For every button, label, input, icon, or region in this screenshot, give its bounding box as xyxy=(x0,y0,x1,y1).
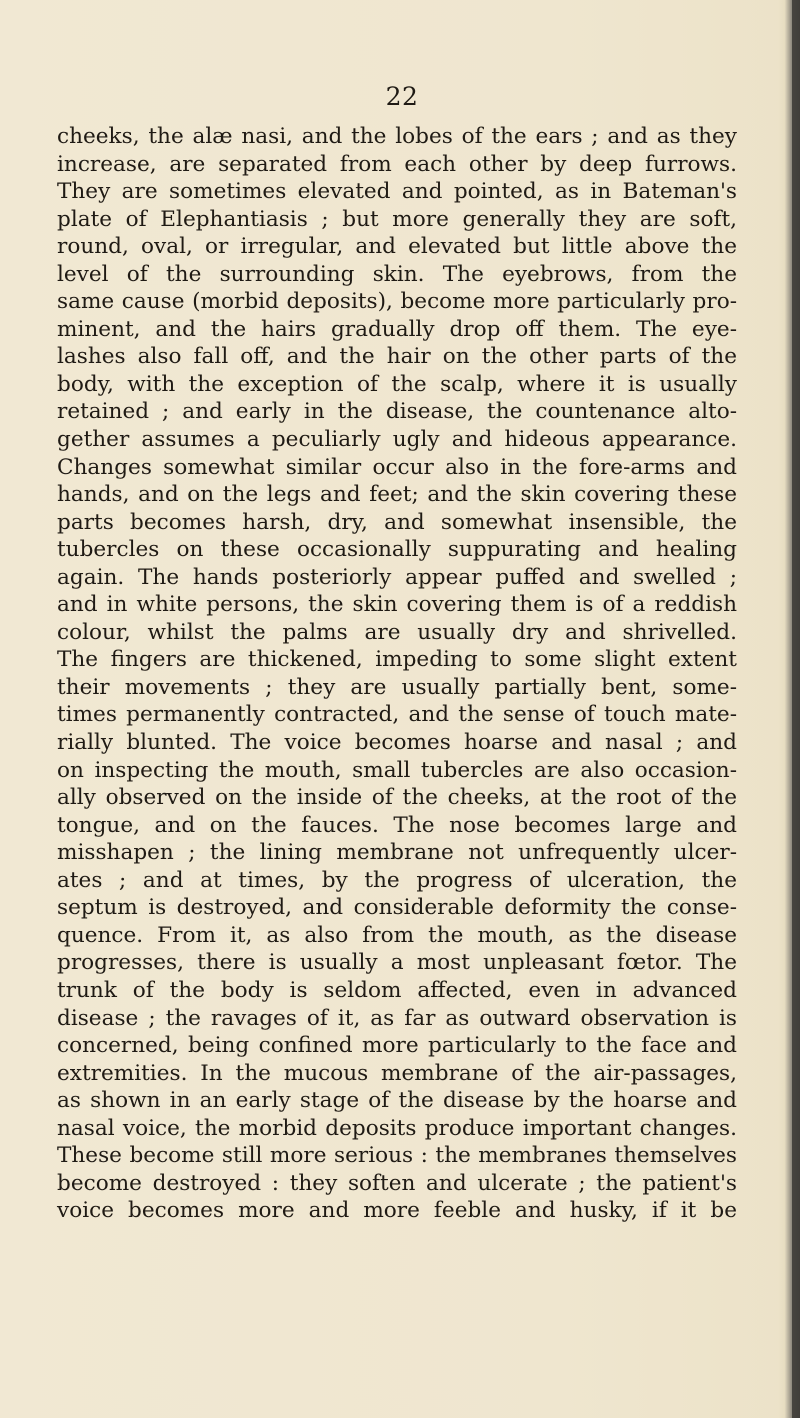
text-line: disease ; the ravages of it, as far as outward observation is xyxy=(57,1005,737,1031)
text-line: on inspecting the mouth, small tubercles are also occasion- xyxy=(57,757,737,783)
text-line: Changes somewhat similar occur also in the fore-arms and xyxy=(57,454,737,480)
text-line: septum is destroyed, and considerable deformity the conse- xyxy=(57,895,737,921)
text-line: level of the surrounding skin. The eyebrows, from the xyxy=(57,261,737,287)
text-line: ally observed on the inside of the cheeks, at the root of the xyxy=(57,785,737,811)
text-line: times permanently contracted, and the sense of touch mate- xyxy=(57,702,737,728)
text-line: tubercles on these occasionally suppurating and healing xyxy=(57,537,737,563)
text-line: concerned, being confined more particularly to the face and xyxy=(57,1033,737,1059)
text-line: as shown in an early stage of the disease by the hoarse and xyxy=(57,1088,737,1114)
text-line: voice becomes more and more feeble and husky, if it be xyxy=(57,1198,737,1224)
text-line: again. The hands posteriorly appear puffed and swelled ; xyxy=(57,564,737,590)
text-line: increase, are separated from each other by deep furrows. xyxy=(57,151,737,177)
text-line: same cause (morbid deposits), become more particularly pro- xyxy=(57,289,737,315)
body-text xyxy=(57,123,737,1225)
text-line: These become still more serious : the membranes themselves xyxy=(57,1143,737,1169)
text-line: and in white persons, the skin covering them is of a reddish xyxy=(57,592,737,618)
text-line: They are sometimes elevated and pointed, as in Bateman's xyxy=(57,179,737,205)
text-line: gether assumes a peculiarly ugly and hideous appearance. xyxy=(57,427,737,453)
text-line: extremities. In the mucous membrane of the air-passages, xyxy=(57,1060,737,1086)
text-line: colour, whilst the palms are usually dry and shrivelled. xyxy=(57,619,737,645)
text-line: retained ; and early in the disease, the countenance alto- xyxy=(57,399,737,425)
text-line: progresses, there is usually a most unpleasant fœtor. The xyxy=(57,950,737,976)
text-line: ates ; and at times, by the progress of ulceration, the xyxy=(57,867,737,893)
text-line: quence. From it, as also from the mouth, as the disease xyxy=(57,922,737,948)
text-line: misshapen ; the lining membrane not unfrequently ulcer- xyxy=(57,840,737,866)
text-line: rially blunted. The voice becomes hoarse and nasal ; and xyxy=(57,730,737,756)
text-line: trunk of the body is seldom affected, even in advanced xyxy=(57,977,737,1003)
text-line: lashes also fall off, and the hair on the other parts of the xyxy=(57,344,737,370)
text-line: their movements ; they are usually partially bent, some- xyxy=(57,674,737,700)
page-number: 22 xyxy=(385,82,419,111)
text-line: round, oval, or irregular, and elevated but little above the xyxy=(57,234,737,260)
text-line: body, with the exception of the scalp, where it is usually xyxy=(57,371,737,397)
text-line: cheeks, the alæ nasi, and the lobes of the ears ; and as they xyxy=(57,124,737,149)
binding-edge xyxy=(792,0,800,1418)
text-line: minent, and the hairs gradually drop off them. The eye- xyxy=(57,316,737,342)
text-line: nasal voice, the morbid deposits produce important changes. xyxy=(57,1115,737,1141)
text-line: become destroyed : they soften and ulcerate ; the patient's xyxy=(57,1170,737,1196)
text-line: hands, and on the legs and feet; and the skin covering these xyxy=(57,482,737,508)
text-line: plate of Elephantiasis ; but more generally they are soft, xyxy=(57,206,737,232)
text-line: parts becomes harsh, dry, and somewhat insensible, the xyxy=(57,509,737,535)
text-line: The fingers are thickened, impeding to some slight extent xyxy=(57,647,737,673)
text-line: tongue, and on the fauces. The nose becomes large and xyxy=(57,812,737,838)
